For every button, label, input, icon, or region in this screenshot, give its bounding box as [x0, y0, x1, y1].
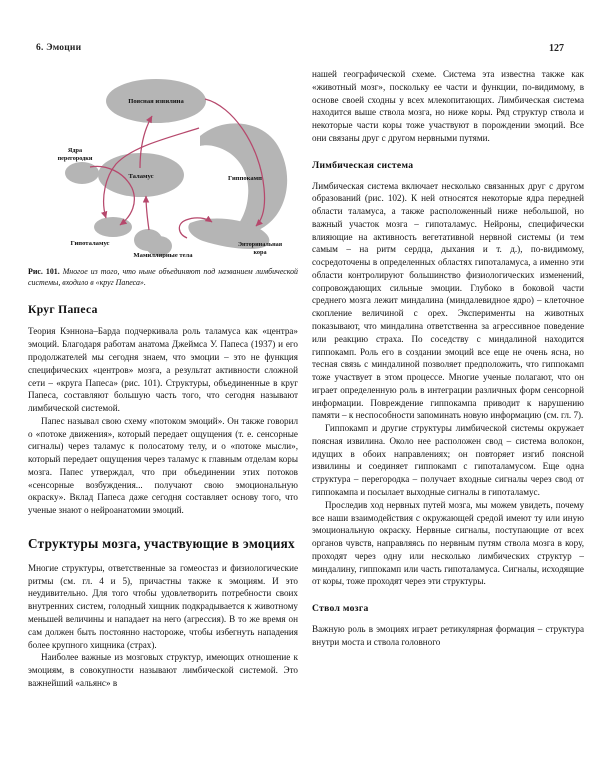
figure-label-mammillary-bodies: Мамиллярные тела [133, 252, 193, 258]
figure-label-entorhinal-cortex-line1: Энторинальная [237, 241, 283, 248]
heading-brainstem: Ствол мозга [312, 603, 369, 615]
paragraph-limbic-3: Проследив ход нервных путей мозга, мы можем увидеть, почему все наши взаимодействия с окружающей средой имеют ту или иную эмоциональную окраску. Нервные сигналы, поступающие от всех органов чувств, направляясь по нервным путям ствола мозга в кору, проходят через одну или несколько лимбических структур – миндалину, гиппокамп или часть гипоталамуса. Сигналы, исходящие от коры, тоже проходят через эти структуры. [312, 499, 584, 587]
left-column [28, 68, 298, 690]
figure-shapes [65, 79, 287, 256]
figure-caption [28, 266, 298, 288]
figure-caption-text: Многое из того, что ныне объединяют под названием лимбической системы, входило в «круг Папеса». [28, 267, 299, 288]
paragraph-structures-1: Многие структуры, ответственные за гомеостаз и физиологические ритмы (см. гл. 4 и 5), причастны также к эмоциям. И это неудивительно. Для того чтобы удовлетворить потребности своих внутренних систем, голодный хищник подкрадывается к животному меньшей величины и нападает на него (агрессия). В то же время он сам должен быть постоянно настороже, чтобы избегнуть нападения более крупного хищника (страх). [28, 562, 298, 650]
figure-label-entorhinal-cortex-line2: кора [253, 249, 267, 256]
heading-limbic-system: Лимбическая система [312, 159, 414, 171]
figure-label-hypothalamus: Гипоталамус [70, 240, 110, 247]
figure-101-papez-circuit [28, 68, 298, 258]
paragraph-limbic-1: Лимбическая система включает несколько связанных друг с другом образований (рис. 102). К ней относятся некоторые ядра передней области таламуса, а также расположенный ниже небольшой, но важный участок мозга – гипоталамус. Нейроны, специфически влияющие на активность вегетативной нервной системы (и тем самым – на ритм сердца, дыхания и т. д.), по-видимому, сосредоточены в определенных областях гипоталамуса, а именно эти области контролируют большинство физиологических изменений, сопровождающих сильные эмоции. Глубоко в боковой части среднего мозга лежит миндалина (миндалевидное ядро) – клеточное скопление величиной с орех. Эксперименты на животных показывают, что миндалина ответственна за агрессивное поведение или реакцию страха. По соседству с миндалиной находится гиппокамп. Роль его в создании эмоций все еще не очень ясна, но тесная связь с миндалиной позволяет предположить, что гиппокамп тоже участвует в этом процессе. Многие ученые полагают, что он играет определенную роль в интеграции различных форм сенсорной информации. Повреждение гиппокампа приводит к нарушению памяти – к неспособности запоминать новую информацию (см. гл. 7). [312, 180, 584, 421]
figure-label-cingulate-gyrus: Поясная извилина [128, 98, 184, 105]
figure-label-hippocampus: Гиппокамп [228, 175, 262, 182]
figure-label-thalamus: Таламус [128, 173, 154, 180]
paragraph-papez-1: Теория Кэннона–Барда подчеркивала роль таламуса как «центра» эмоций. Благодаря работам анатома Джеймса У. Папеса (1937) и его продолжателей мы сегодня знаем, что эмоции – это не функция специфических «центров» мозга, а результат активности сложной сети – «круга Папеса» (рис. 101). Структуры, объединенные в круг Папеса, составляют большую часть того, что сегодня называют лимбической системой. [28, 326, 298, 414]
heading-papez-circle: Круг Папеса [28, 303, 98, 317]
paragraph-structures-2: Наиболее важные из мозговых структур, имеющих отношение к эмоциям, в совокупности называют лимбической системой. Это важнейший «альянс» в [28, 652, 298, 688]
shape-septal-nuclei [65, 162, 99, 184]
figure-label-septal-nuclei-line1: Ядра [67, 147, 83, 154]
figure-caption-label: Рис. 101. [28, 267, 60, 276]
figure-label-septal-nuclei-line2: перегородки [57, 155, 93, 162]
paragraph-brainstem-1: Важную роль в эмоциях играет ретикулярная формация – структура внутри моста и ствола головного [312, 624, 584, 647]
paragraph-limbic-2: Гиппокамп и другие структуры лимбической системы окружает поясная извилина. Около нее расположен свод – система волокон, идущих в обоих направлениях; он повторяет изгиб поясной извилины и соединяет гиппокамп с гипоталамусом. Еще одна структура – перегородка – получает входные сигналы через свод от гиппокампа и посылает выходные сигналы в гипоталамус. [312, 423, 584, 497]
paragraph-right-1: нашей географической схеме. Система эта известна также как «животный мозг», поскольку ее части и функции, по-видимому, в основе своей сходны у всех млекопитающих. Лимбическая система находится выше ствола мозга, но ниже коры. Ряд структур ствола и некоторые части коры тоже участвуют в порождении эмоций. Все они связаны друг с другом нервными путями. [312, 69, 584, 143]
paragraph-papez-2: Папес называл свою схему «потоком эмоций». Он также говорил о «потоке движения», который передает ощущения (т. е. сенсорные сигналы) через таламус к полосатому телу, и о «потоке мысли», который передает ощущения через таламус к главным отделам коры мозга. Папес утверждал, что при объединении этих потоков «сенсорные возбуждения... получают свою эмоциональную окраску». Вклад Папеса даже сегодня составляет основу того, что ученые знают о нейроанатомии эмоций. [28, 415, 298, 516]
page-number: 127 [549, 43, 564, 54]
heading-brain-structures: Структуры мозга, участвующие в эмоциях [28, 535, 295, 551]
right-column [312, 68, 584, 649]
running-head: 6. Эмоции [36, 43, 82, 53]
arrow-mammillary-to-thalamus [146, 196, 149, 230]
